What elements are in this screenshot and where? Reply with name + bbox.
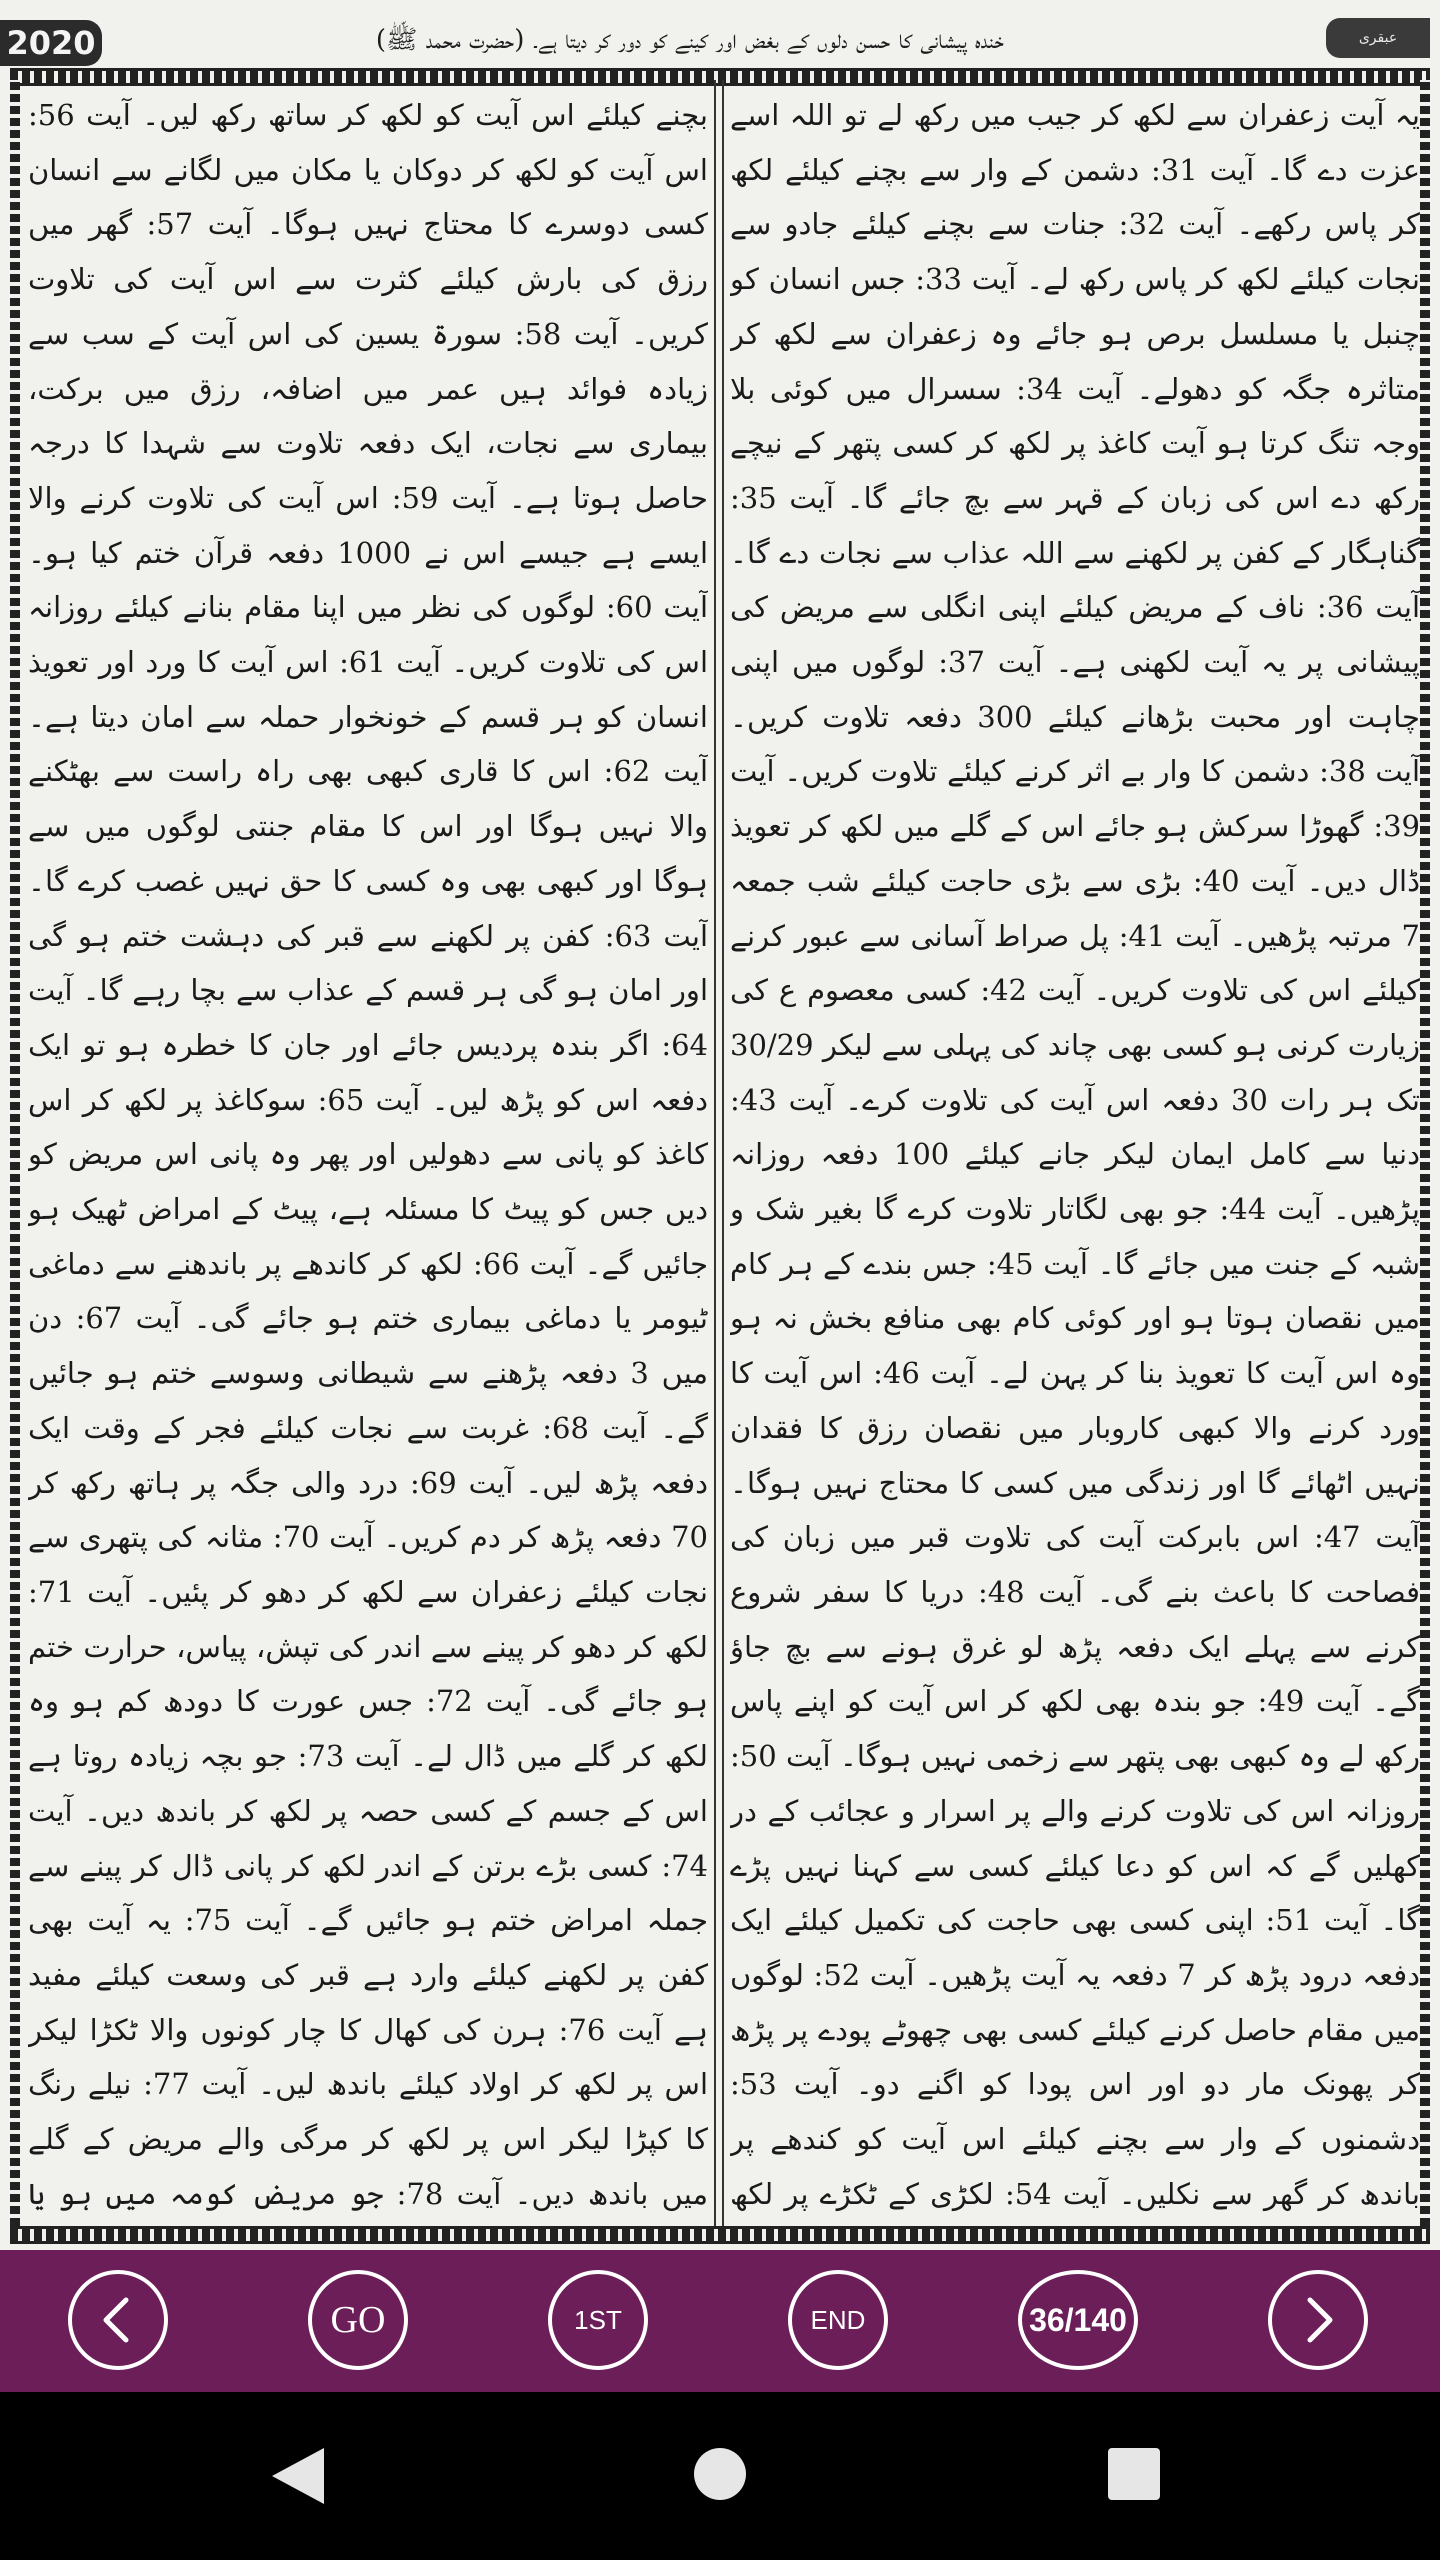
next-page-button[interactable] bbox=[1268, 2270, 1368, 2370]
text-column-left bbox=[28, 88, 708, 2222]
year-badge: 2020 bbox=[0, 20, 102, 66]
previous-page-button[interactable] bbox=[68, 2270, 168, 2370]
go-label: GO bbox=[330, 2299, 386, 2341]
back-triangle-icon[interactable] bbox=[268, 2444, 328, 2508]
decorative-border-bottom bbox=[10, 2226, 1430, 2244]
chevron-right-icon bbox=[1290, 2292, 1346, 2348]
column-divider bbox=[714, 80, 724, 2226]
decorative-border-left bbox=[10, 80, 20, 2226]
chevron-left-icon bbox=[90, 2292, 146, 2348]
page-navigation-bar bbox=[0, 2250, 1440, 2392]
decorative-border-right bbox=[1420, 80, 1430, 2226]
last-page-button[interactable] bbox=[788, 2270, 888, 2370]
home-circle-icon[interactable] bbox=[694, 2448, 746, 2500]
recents-square-icon[interactable] bbox=[1108, 2448, 1160, 2500]
system-navigation-bar bbox=[0, 2392, 1440, 2560]
section-tag: عبقری bbox=[1326, 18, 1430, 58]
first-label: 1ST bbox=[574, 2305, 622, 2335]
page-counter-button[interactable] bbox=[1018, 2270, 1138, 2370]
end-label: END bbox=[810, 2305, 866, 2335]
first-page-button[interactable] bbox=[548, 2270, 648, 2370]
column-right-text: یہ آیت زعفران سے لکھ کر جیب میں رکھ لے تو اللہ اسے عزت دے گا۔ آیت 31: دشمن کے وار سے بچنے کیلئے لکھ کر پاس رکھے۔ آیت 32: جنات سے بچنے کیلئے جادو سے نجات کیلئے لکھ کر پاس رکھ لے۔ آیت 33: جس انسان کو چنبل یا مسلسل برص ہو جائے وہ زعفران سے لکھ کر متاثرہ جگہ کو دھولے۔ آیت 34: سسرال میں کوئی بلا وجہ تنگ کرتا ہو آیت کاغذ پر لکھ کر کسی پتھر کے نیچے رکھ دے اس کی زبان کے قہر سے بچ جائے گا۔ آیت 35: گناہگار کے کفن پر لکھنے سے اللہ عذاب سے نجات دے گا۔ آیت 36: ناف کے مریض کیلئے اپنی انگلی سے مریض کی پیشانی پر یہ آیت لکھنی ہے۔ آیت 37: لوگوں میں اپنی چاہت اور محبت بڑھانے کیلئے 300 دفعہ تلاوت کریں۔ آیت 38: دشمن کا وار بے اثر کرنے کیلئے تلاوت کریں۔ آیت 39: گھوڑا سرکش ہو جائے اس کے گلے میں لکھ کر تعویذ ڈال دیں۔ آیت 40: بڑی سے بڑی حاجت کیلئے شب جمعہ 7 مرتبہ پڑھیں۔ آیت 41: پل صراط آسانی سے عبور کرنے کیلئے اس کی تلاوت کریں۔ آیت 42: کسی معصوم ع کی زیارت کرنی ہو کسی بھی چاند کی پہلی سے لیکر 30/29 تک ہر رات 30 دفعہ اس آیت کی تلاوت کرے۔ آیت 43: دنیا سے کامل ایمان لیکر جانے کیلئے 100 دفعہ روزانہ پڑھیں۔ آیت 44: جو بھی لگاتار تلاوت کرے گا بغیر شک و شبہ کے جنت میں جائے گا۔ آیت 45: جس بندے کے ہر کام میں نقصان ہوتا ہو اور کوئی کام بھی منافع بخش نہ ہو وہ اس آیت کا تعویذ بنا کر پہن لے۔ آیت 46: اس آیت کا ورد کرنے والا کبھی کاروبار میں نقصان رزق کا فقدان نہیں اٹھائے گا اور زندگی میں کسی کا محتاج نہیں ہوگا۔ آیت 47: اس بابرکت آیت کی تلاوت قبر میں زبان کی فصاحت کا باعث بنے گی۔ آیت 48: دریا کا سفر شروع کرنے سے پہلے ایک دفعہ پڑھ لو غرق ہونے سے بچ جاؤ گے۔ آیت 49: جو بندہ بھی لکھ کر اس آیت کو اپنے پاس رکھ لے وہ کبھی بھی پتھر سے زخمی نہیں ہوگا۔ آیت 50: روزانہ اس کی تلاوت کرنے والے پر اسرار و عجائب کے در کھلیں گے کہ اس کو دعا کیلئے کسی سے کہنا نہیں پڑے گا۔ آیت 51: اپنی کسی بھی حاجت کی تکمیل کیلئے ایک دفعہ درود پڑھ کر 7 دفعہ یہ آیت پڑھیں۔ آیت 52: لوگوں میں مقام حاصل کرنے کیلئے کسی بھی چھوٹے پودے پر پڑھ کر پھونک مار دو اور اس پودا کو اگنے دو۔ آیت 53: دشمنوں کے وار سے بچنے کیلئے اس آیت کو کندھے پر باندھ کر گھر سے نکلیں۔ آیت 54: لکڑی کے ٹکڑے پر لکھ bbox=[730, 98, 1420, 2211]
page-counter: 36/140 bbox=[1029, 2302, 1127, 2338]
go-to-page-button[interactable] bbox=[308, 2270, 408, 2370]
column-left-text: بچنے کیلئے اس آیت کو لکھ کر ساتھ رکھ لیں۔ آیت 56: اس آیت کو لکھ کر دوکان یا مکان میں لگانے سے انسان کسی دوسرے کا محتاج نہیں ہوگا۔ آیت 57: گھر میں رزق کی بارش کیلئے کثرت سے اس آیت کی تلاوت کریں۔ آیت 58: سورۃ یسین کی اس آیت کے سب سے زیادہ فوائد ہیں عمر میں اضافہ، رزق میں برکت، بیماری سے نجات، ایک دفعہ تلاوت سے شہدا کا درجہ حاصل ہوتا ہے۔ آیت 59: اس آیت کی تلاوت کرنے والا ایسے ہے جیسے اس نے 1000 دفعہ قرآن ختم کیا ہو۔ آیت 60: لوگوں کی نظر میں اپنا مقام بنانے کیلئے روزانہ اس کی تلاوت کریں۔ آیت 61: اس آیت کا ورد اور تعویذ انسان کو ہر قسم کے خونخوار حملہ سے امان دیتا ہے۔ آیت 62: اس کا قاری کبھی بھی راہ راست سے بھٹکنے والا نہیں ہوگا اور اس کا مقام جنتی لوگوں میں سے ہوگا اور کبھی بھی وہ کسی کا حق نہیں غصب کرے گا۔ آیت 63: کفن پر لکھنے سے قبر کی دہشت ختم ہو گی اور امان ہو گی ہر قسم کے عذاب سے بچا رہے گا۔ آیت 64: اگر بندہ پردیس جائے اور جان کا خطرہ ہو تو ایک دفعہ اس کو پڑھ لیں۔ آیت 65: سوکاغذ پر لکھ کر اس کاغذ کو پانی سے دھولیں اور پھر وہ پانی اس مریض کو دیں جس کو پیٹ کا مسئلہ ہے، پیٹ کے امراض ٹھیک ہو جائیں گے۔ آیت 66: لکھ کر کاندھے پر باندھنے سے دماغی ٹیومر یا دماغی بیماری ختم ہو جائے گی۔ آیت 67: دن میں 3 دفعہ پڑھنے سے شیطانی وسوسے ختم ہو جائیں گے۔ آیت 68: غربت سے نجات کیلئے فجر کے وقت ایک دفعہ پڑھ لیں۔ آیت 69: درد والی جگہ پر ہاتھ رکھ کر 70 دفعہ پڑھ کر دم کریں۔ آیت 70: مثانہ کی پتھری سے نجات کیلئے زعفران سے لکھ کر دھو کر پئیں۔ آیت 71: لکھ کر دھو کر پینے سے اندر کی تپش، پیاس، حرارت ختم ہو جائے گی۔ آیت 72: جس عورت کا دودھ کم ہو وہ لکھ کر گلے میں ڈال لے۔ آیت 73: جو بچہ زیادہ روتا ہے اس کے جسم کے کسی حصہ پر لکھ کر باندھ دیں۔ آیت 74: کسی بڑے برتن کے اندر لکھ کر پانی ڈال کر پینے سے جملہ امراض ختم ہو جائیں گے۔ آیت 75: یہ آیت بھی کفن پر لکھنے کیلئے وارد ہے قبر کی وسعت کیلئے مفید ہے آیت 76: ہرن کی کھال کا چار کونوں والا ٹکڑا لیکر اس پر لکھ کر اولاد کیلئے باندھ لیں۔ آیت 77: نیلے رنگ کا کپڑا لیکر اس پر لکھ کر مرگی والے مریض کے گلے میں باندھ دیں۔ آیت 78: جو مریض کومہ میں ہو یا bbox=[28, 98, 708, 2211]
text-column-right bbox=[730, 88, 1420, 2222]
header-quote: خندہ پیشانی کا حسن دلوں کے بغض اور کینے کو دور کر دیتا ہے۔ (حضرت محمد ﷺ) bbox=[375, 25, 1005, 55]
